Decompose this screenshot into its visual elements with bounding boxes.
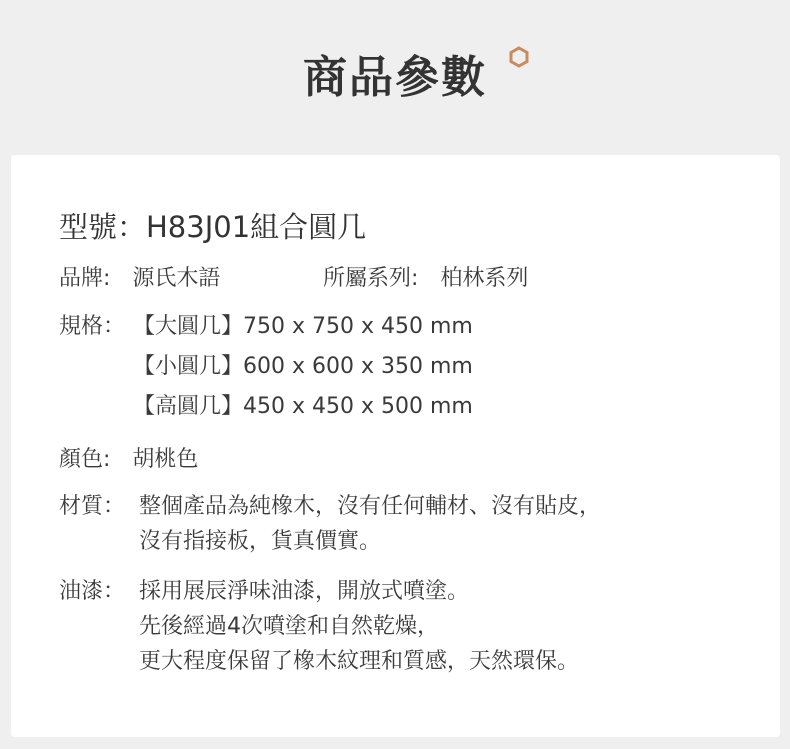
page-title: 商品參數 <box>303 52 487 103</box>
material-line-1: 整個產品為純橡木，沒有任何輔材、沒有貼皮， <box>139 494 602 519</box>
series-label: 所屬系列: <box>323 266 419 291</box>
color-row <box>59 445 198 475</box>
finish-label: 油漆： <box>59 579 126 604</box>
brand-row <box>59 264 220 294</box>
size-line-tall: 【高圓几】450 x 450 x 500 mm <box>133 394 473 419</box>
brand-label: 品牌: <box>59 266 111 291</box>
color-value: 胡桃色 <box>132 447 199 472</box>
finish-line-3: 更大程度保留了橡木紋理和質感，天然環保。 <box>139 649 580 674</box>
hexagon-outline-icon <box>508 46 530 68</box>
size-label: 規格： <box>59 314 126 339</box>
series-row <box>323 264 528 294</box>
size-line-large: 【大圓几】750 x 750 x 450 mm <box>133 314 473 339</box>
header <box>0 0 790 155</box>
finish-line-2: 先後經過4次噴塗和自然乾燥， <box>139 614 439 639</box>
spec-card <box>11 155 780 737</box>
material-line-2: 沒有指接板，貨真價實。 <box>139 529 382 554</box>
material-label: 材質： <box>59 494 126 519</box>
size-line-small: 【小圓几】600 x 600 x 350 mm <box>133 354 473 379</box>
finish-line-1: 採用展辰淨味油漆，開放式噴塗。 <box>139 579 470 604</box>
model-name: 型號：H83J01組合圓几 <box>59 210 367 244</box>
series-value: 柏林系列 <box>440 266 529 291</box>
brand-value: 源氏木語 <box>132 266 221 291</box>
color-label: 顏色: <box>59 447 111 472</box>
